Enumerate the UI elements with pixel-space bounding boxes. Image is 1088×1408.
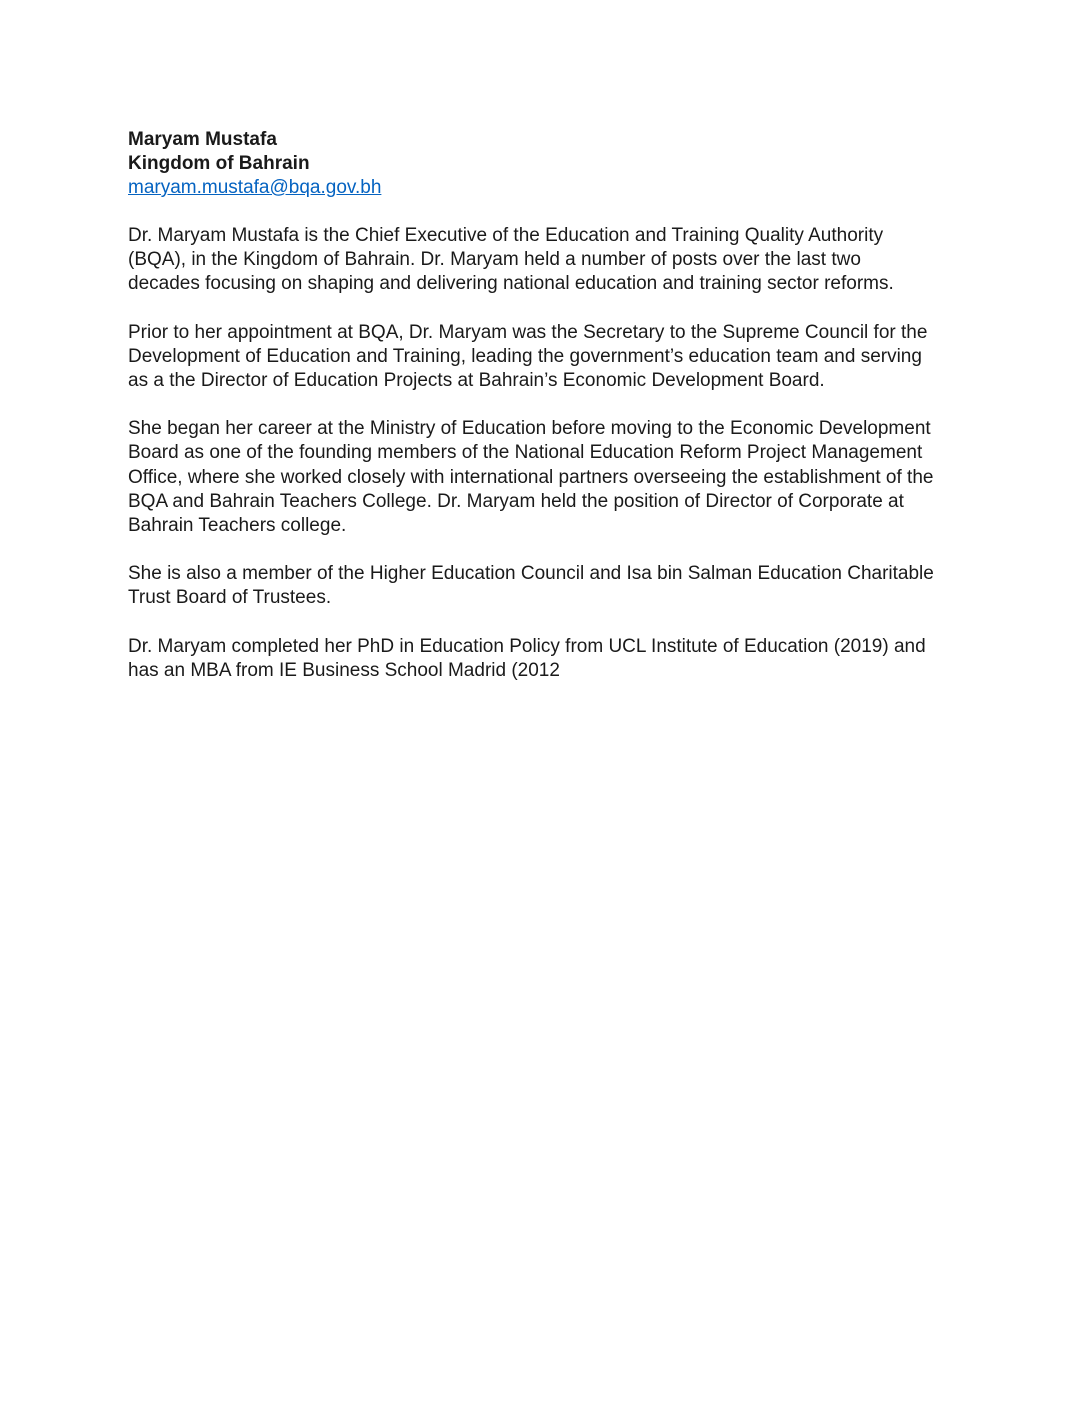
bio-line: as a the Director of Education Projects at Bahrain’s Economic Development Board.	[128, 370, 825, 392]
bio-line: has an MBA from IE Business School Madrid (2012	[128, 659, 560, 681]
bio-paragraph-5	[128, 635, 968, 683]
bio-line: Office, where she worked closely with international partners overseeing the establishment of the	[128, 466, 934, 488]
bio-line: Dr. Maryam Mustafa is the Chief Executive of the Education and Training Quality Authority	[128, 225, 884, 246]
bio-paragraph-2	[128, 321, 968, 394]
bio-line: BQA and Bahrain Teachers College. Dr. Maryam held the position of Director of Corporate at	[128, 490, 904, 512]
bio-paragraph-1	[128, 224, 968, 297]
email-link[interactable]: maryam.mustafa@bqa.gov.bh	[128, 177, 382, 198]
person-country: Kingdom of Bahrain	[128, 153, 310, 174]
bio-paragraph-4	[128, 562, 968, 610]
document-page	[128, 128, 968, 683]
bio-line: Development of Education and Training, leading the government’s education team and serving	[128, 345, 922, 367]
bio-line: Bahrain Teachers college.	[128, 515, 347, 537]
bio-paragraph-3	[128, 417, 968, 538]
bio-line: (BQA), in the Kingdom of Bahrain. Dr. Maryam held a number of posts over the last two	[128, 249, 861, 271]
bio-line: decades focusing on shaping and delivering national education and training sector reforms.	[128, 273, 894, 295]
person-name: Maryam Mustafa	[128, 129, 277, 150]
bio-line: Board as one of the founding members of the National Education Reform Project Management	[128, 442, 923, 464]
bio-line: She is also a member of the Higher Education Council and Isa bin Salman Education Charitable	[128, 563, 934, 585]
bio-line: Trust Board of Trustees.	[128, 587, 332, 609]
bio-line: Prior to her appointment at BQA, Dr. Maryam was the Secretary to the Supreme Council for the	[128, 321, 928, 343]
bio-line: Dr. Maryam completed her PhD in Education Policy from UCL Institute of Education (2019) and	[128, 635, 926, 657]
bio-line: She began her career at the Ministry of Education before moving to the Economic Development	[128, 418, 931, 440]
